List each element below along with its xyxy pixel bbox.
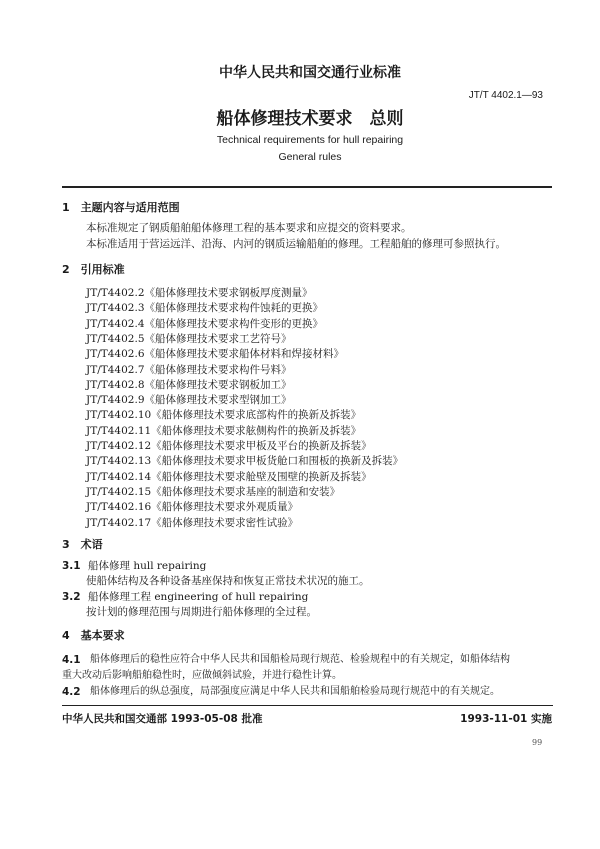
approval-date: 中华人民共和国交通部 1993-05-08 批准 [62, 713, 263, 725]
section-2-heading: 2 引用标准 [62, 263, 125, 276]
reference-item: JT/T4402.3《船体修理技术要求构件蚀耗的更换》 [86, 302, 323, 315]
reference-item: JT/T4402.15《船体修理技术要求基座的制造和安装》 [86, 485, 341, 498]
page-number: 99 [532, 738, 543, 747]
term-3-2-definition: 按计划的修理范围与周期进行船体修理的全过程。 [86, 606, 317, 618]
reference-item: JT/T4402.5《船体修理技术要求工艺符号》 [86, 332, 292, 345]
footer-rule [62, 705, 553, 706]
document-title-en-2: General rules [278, 151, 342, 163]
clause-4-1-line-2: 重大改动后影响船舶稳性时，应做倾斜试验，并进行稳性计算。 [62, 670, 342, 681]
org-standard-title: 中华人民共和国交通行业标准 [219, 65, 401, 81]
section-1-para-1: 本标准规定了钢质船舶船体修理工程的基本要求和应提交的资料要求。 [86, 222, 412, 234]
reference-item: JT/T4402.4《船体修理技术要求构件变形的更换》 [86, 317, 323, 330]
reference-item: JT/T4402.13《船体修理技术要求甲板货舱口和围板的换新及拆装》 [86, 455, 404, 468]
term-3-1-title: 船体修理 hull repairing [88, 560, 207, 572]
document-title-en-1: Technical requirements for hull repairing [216, 134, 404, 146]
clause-4-2-number: 4.2 [62, 686, 81, 698]
reference-item: JT/T4402.14《船体修理技术要求舱壁及围壁的换新及拆装》 [86, 470, 372, 483]
term-3-1-definition: 使船体结构及各种设备基座保持和恢复正常技术状况的施工。 [86, 575, 370, 587]
reference-item: JT/T4402.10《船体修理技术要求底部构件的换新及拆装》 [86, 409, 362, 422]
reference-item: JT/T4402.12《船体修理技术要求甲板及平台的换新及拆装》 [86, 440, 372, 452]
reference-item: JT/T4402.2《船体修理技术要求钢板厚度测量》 [86, 287, 313, 299]
reference-item: JT/T4402.8《船体修理技术要求钢板加工》 [86, 378, 292, 391]
section-1-para-2: 本标准适用于营运远洋、沿海、内河的钢质运输船舶的修理。工程船舶的修理可参照执行。 [86, 238, 506, 250]
document-title: 船体修理技术要求 总则 [216, 109, 404, 129]
reference-item: JT/T4402.17《船体修理技术要求密性试验》 [86, 516, 299, 529]
reference-item: JT/T4402.9《船体修理技术要求型钢加工》 [86, 394, 292, 407]
reference-item: JT/T4402.11《船体修理技术要求舷侧构件的换新及拆装》 [86, 424, 362, 437]
clause-4-1-number: 4.1 [62, 654, 81, 666]
reference-item: JT/T4402.7《船体修理技术要求构件号料》 [86, 363, 292, 376]
clause-4-2-text: 船体修理后的纵总强度，局部强度应满足中华人民共和国船舶检验局现行规范中的有关规定。 [90, 686, 500, 697]
section-3-heading: 3 术语 [62, 538, 103, 551]
clause-4-1-line-1: 船体修理后的稳性应符合中华人民共和国船检局现行规范、检验规程中的有关规定，如船体结构 [90, 654, 510, 665]
section-1-heading: 1 主题内容与适用范围 [62, 201, 180, 214]
term-3-1-number: 3.1 [62, 560, 81, 572]
standard-code: JT/T 4402.1—93 [468, 90, 543, 101]
section-4-heading: 4 基本要求 [62, 629, 125, 642]
reference-item: JT/T4402.16《船体修理技术要求外观质量》 [86, 501, 299, 514]
effective-date: 1993-11-01 实施 [460, 713, 552, 725]
term-3-2-title: 船体修理工程 engineering of hull repairing [88, 591, 309, 603]
header-rule [62, 186, 552, 188]
reference-item: JT/T4402.6《船体修理技术要求船体材料和焊接材料》 [86, 348, 344, 361]
term-3-2-number: 3.2 [62, 591, 81, 603]
